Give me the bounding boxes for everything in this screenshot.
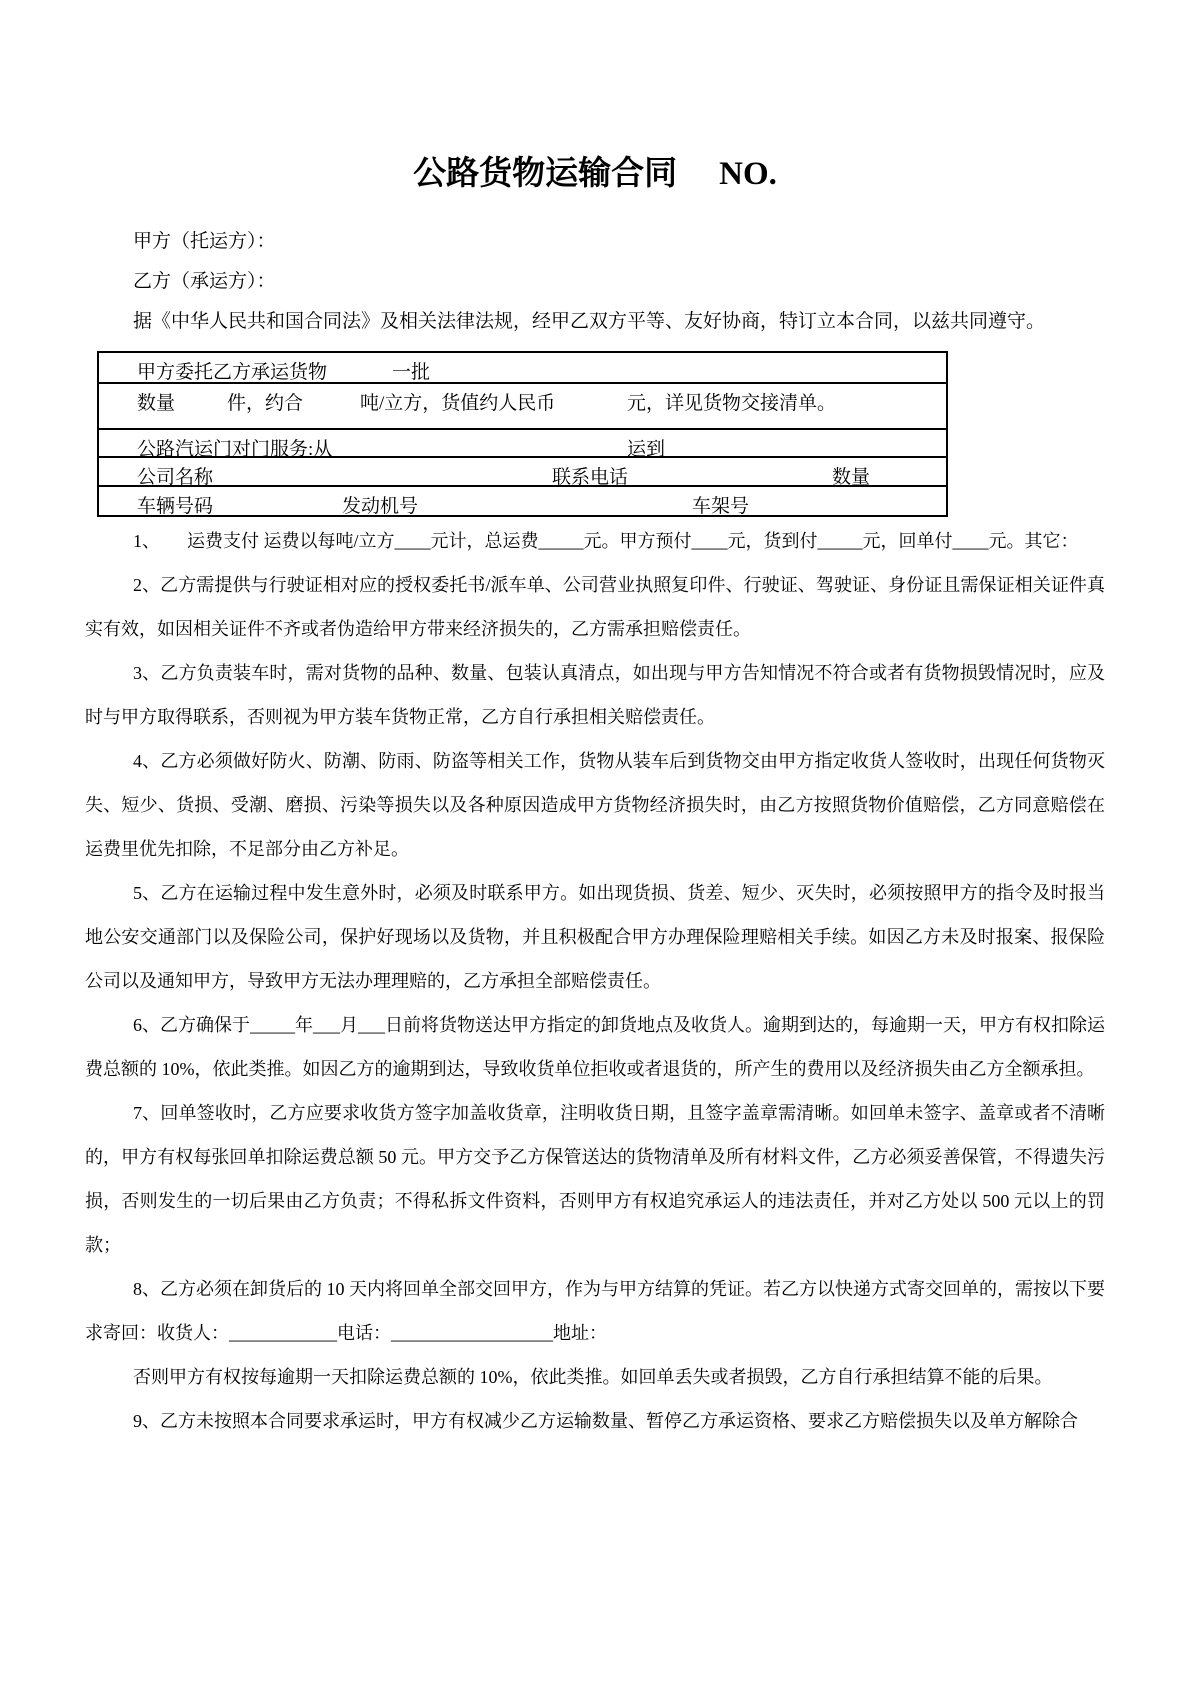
preamble: 据《中华人民共和国合同法》及相关法律法规，经甲乙双方平等、友好协商，特订立本合同，以兹共同遵守。 bbox=[133, 311, 1046, 332]
table-cell-pieces-label: 件，约合 bbox=[227, 393, 304, 414]
clause-9-breach: 9、乙方未按照本合同要求承运时，甲方有权减少乙方运输数量、暂停乙方承运资格、要求乙方赔偿损失以及单方解除合 bbox=[133, 1411, 1078, 1431]
table-cell-value-note: 元，详见货物交接清单。 bbox=[627, 393, 837, 414]
table-cell-quantity-label: 数量 bbox=[137, 393, 176, 414]
table-row-company bbox=[99, 458, 946, 487]
table-cell-tonnage-value-label: 吨/立方，货值约人民币 bbox=[360, 393, 556, 414]
contract-clauses bbox=[85, 519, 1105, 1443]
freight-info-table bbox=[97, 351, 948, 517]
table-cell-engine-number-label: 发动机号 bbox=[342, 496, 419, 517]
table-cell-consignment-label: 甲方委托乙方承运货物 bbox=[137, 362, 328, 383]
clause-3-loading: 3、乙方负责装车时，需对货物的品种、数量、包装认真清点，如出现与甲方告知情况不符合或者有货物损毁情况时，应及时与甲方取得联系，否则视为甲方装车货物正常，乙方自行承担相关赔偿责任。 bbox=[85, 663, 1105, 727]
party-b-line: 乙方（承运方）： bbox=[133, 271, 276, 292]
table-cell-company-name-label: 公司名称 bbox=[137, 467, 214, 488]
page-title bbox=[85, 152, 1105, 196]
table-cell-consignment-value: 一批 bbox=[392, 362, 431, 383]
clause-6-delivery-deadline: 6、乙方确保于_____年___月___日前将货物送达甲方指定的卸货地点及收货人。逾期到达的，每逾期一天，甲方有权扣除运费总额的 10%，依此类推。如因乙方的逾期到达，导致收货单位拒收或者退货的，所产生的费用以及经济损失由乙方全额承担。 bbox=[85, 1015, 1105, 1079]
table-row-quantity bbox=[99, 384, 946, 430]
party-a-line: 甲方（托运方）： bbox=[133, 231, 276, 252]
document-title-text: 公路货物运输合同 bbox=[413, 156, 678, 192]
clause-2-documents: 2、乙方需提供与行驶证相对应的授权委托书/派车单、公司营业执照复印件、行驶证、驾驶证、身份证且需保证相关证件真实有效，如因相关证件不齐或者伪造给甲方带来经济损失的，乙方需承担赔偿责任。 bbox=[85, 575, 1105, 639]
table-row-route bbox=[99, 430, 946, 458]
contract-intro bbox=[85, 222, 1105, 342]
clause-8-overdue-penalty: 否则甲方有权按每逾期一天扣除运费总额的 10%，依此类推。如回单丢失或者损毁，乙方自行承担结算不能的后果。 bbox=[133, 1367, 1053, 1387]
table-row-vehicle bbox=[99, 487, 946, 515]
clause-5-accident: 5、乙方在运输过程中发生意外时，必须及时联系甲方。如出现货损、货差、短少、灭失时，必须按照甲方的指令及时报当地公安交通部门以及保险公司，保护好现场以及货物，并且积极配合甲方办理保险理赔相关手续。如因乙方未及时报案、报保险公司以及通知甲方，导致甲方无法办理理赔的，乙方承担全部赔偿责任。 bbox=[85, 883, 1105, 991]
clause-7-receipt-signing: 7、回单签收时，乙方应要求收货方签字加盖收货章，注明收货日期，且签字盖章需清晰。如回单未签字、盖章或者不清晰的，甲方有权每张回单扣除运费总额 50 元。甲方交予乙方保管送达的货物清单及所有材料文件，乙方必须妥善保管，不得遗失污损，否则发生的一切后果由乙方负责；不得私拆文件资料，否则甲方有权追究承运人的违法责任，并对乙方处以 500 元以上的罚款； bbox=[85, 1103, 1105, 1255]
table-cell-chassis-number-label: 车架号 bbox=[692, 496, 750, 517]
table-cell-route-to-label: 运到 bbox=[627, 439, 666, 460]
clause-1-freight-payment: 1、 运费支付 运费以每吨/立方____元计，总运费_____元。甲方预付____元，货到付_____元，回单付____元。其它： bbox=[133, 531, 1079, 551]
table-row-consignment bbox=[99, 353, 946, 384]
contract-number-label: NO. bbox=[719, 156, 777, 192]
table-cell-contact-phone-label: 联系电话 bbox=[552, 467, 629, 488]
clause-8-receipt-return: 8、乙方必须在卸货后的 10 天内将回单全部交回甲方，作为与甲方结算的凭证。若乙方以快递方式寄交回单的，需按以下要求寄回：收货人：____________电话：__________________地址： bbox=[85, 1279, 1105, 1343]
table-cell-route-from-label: 公路汽运门对门服务:从 bbox=[137, 439, 333, 460]
clause-4-cargo-protection: 4、乙方必须做好防火、防潮、防雨、防盗等相关工作，货物从装车后到货物交由甲方指定收货人签收时，出现任何货物灭失、短少、货损、受潮、磨损、污染等损失以及各种原因造成甲方货物经济损失时，由乙方按照货物价值赔偿，乙方同意赔偿在运费里优先扣除，不足部分由乙方补足。 bbox=[85, 751, 1105, 859]
table-cell-plate-number-label: 车辆号码 bbox=[137, 496, 214, 517]
table-cell-quantity2-label: 数量 bbox=[832, 467, 871, 488]
